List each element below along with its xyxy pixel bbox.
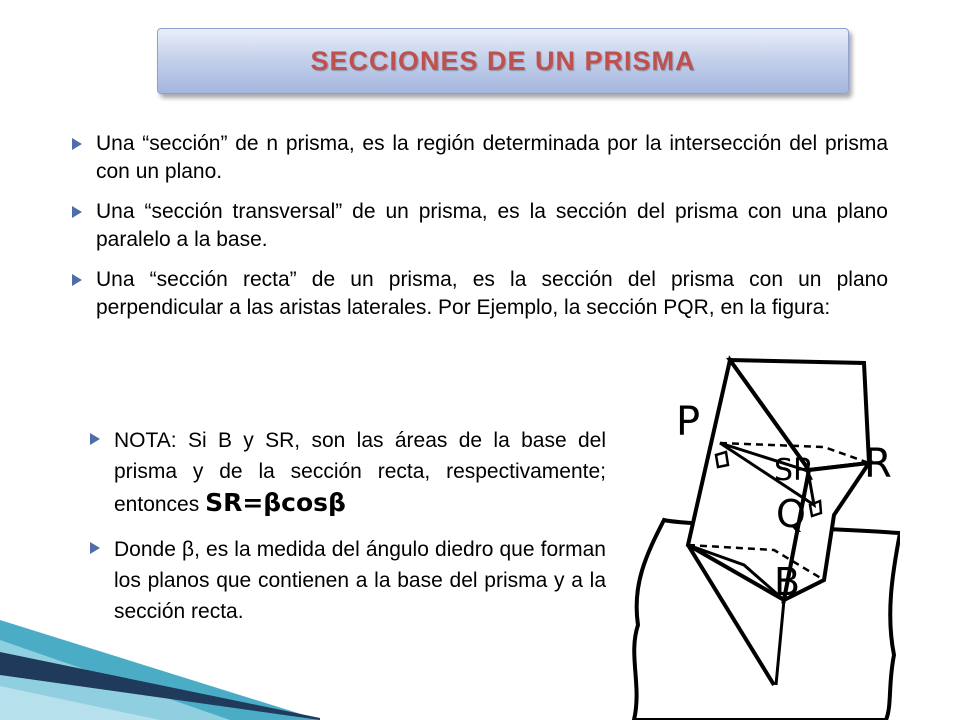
note-text: NOTA: Si B y SR, son las áreas de la base del prisma y de la sección recta, respectivamente; entonces	[114, 429, 606, 516]
label-sr: SR	[774, 453, 814, 488]
bullet-arrow-icon	[72, 138, 82, 150]
list-item	[90, 425, 606, 520]
label-p: P	[676, 399, 701, 445]
bullet-text-seccion-recta: Una “sección recta” de un prisma, es la sección del prisma con un plano perpendicular a las aristas laterales. Por Ejemplo, la sección PQR, en la figura:	[96, 268, 888, 319]
bullet-arrow-icon	[72, 206, 82, 218]
title-banner	[157, 28, 849, 94]
donde-suffix: , es la medida del ángulo diedro que forman los planos que contienen a la base del prisma y a la sección recta.	[114, 538, 606, 623]
corner-decoration	[0, 590, 320, 720]
bullet-arrow-icon	[90, 433, 100, 445]
prism-figure	[624, 355, 900, 720]
definitions-list	[72, 130, 888, 334]
bullet-arrow-icon	[90, 542, 100, 554]
label-q: Q	[776, 492, 806, 536]
donde-prefix: Donde	[114, 538, 182, 561]
list-item	[72, 130, 888, 186]
beta-symbol: β	[181, 538, 195, 561]
page-title: SECCIONES DE UN PRISMA	[310, 45, 696, 76]
bullet-arrow-icon	[72, 274, 82, 286]
list-item	[72, 198, 888, 254]
formula: SR=βcosβ	[205, 488, 346, 517]
bullet-text-seccion: Una “sección” de n prisma, es la región determinada por la intersección del prisma con un plano.	[96, 132, 888, 183]
label-r: R	[864, 441, 892, 487]
list-item	[72, 266, 888, 322]
label-b: B	[774, 560, 801, 604]
bullet-text-seccion-transversal: Una “sección transversal” de un prisma, es la sección del prisma con una plano paralelo a la base.	[96, 200, 888, 251]
